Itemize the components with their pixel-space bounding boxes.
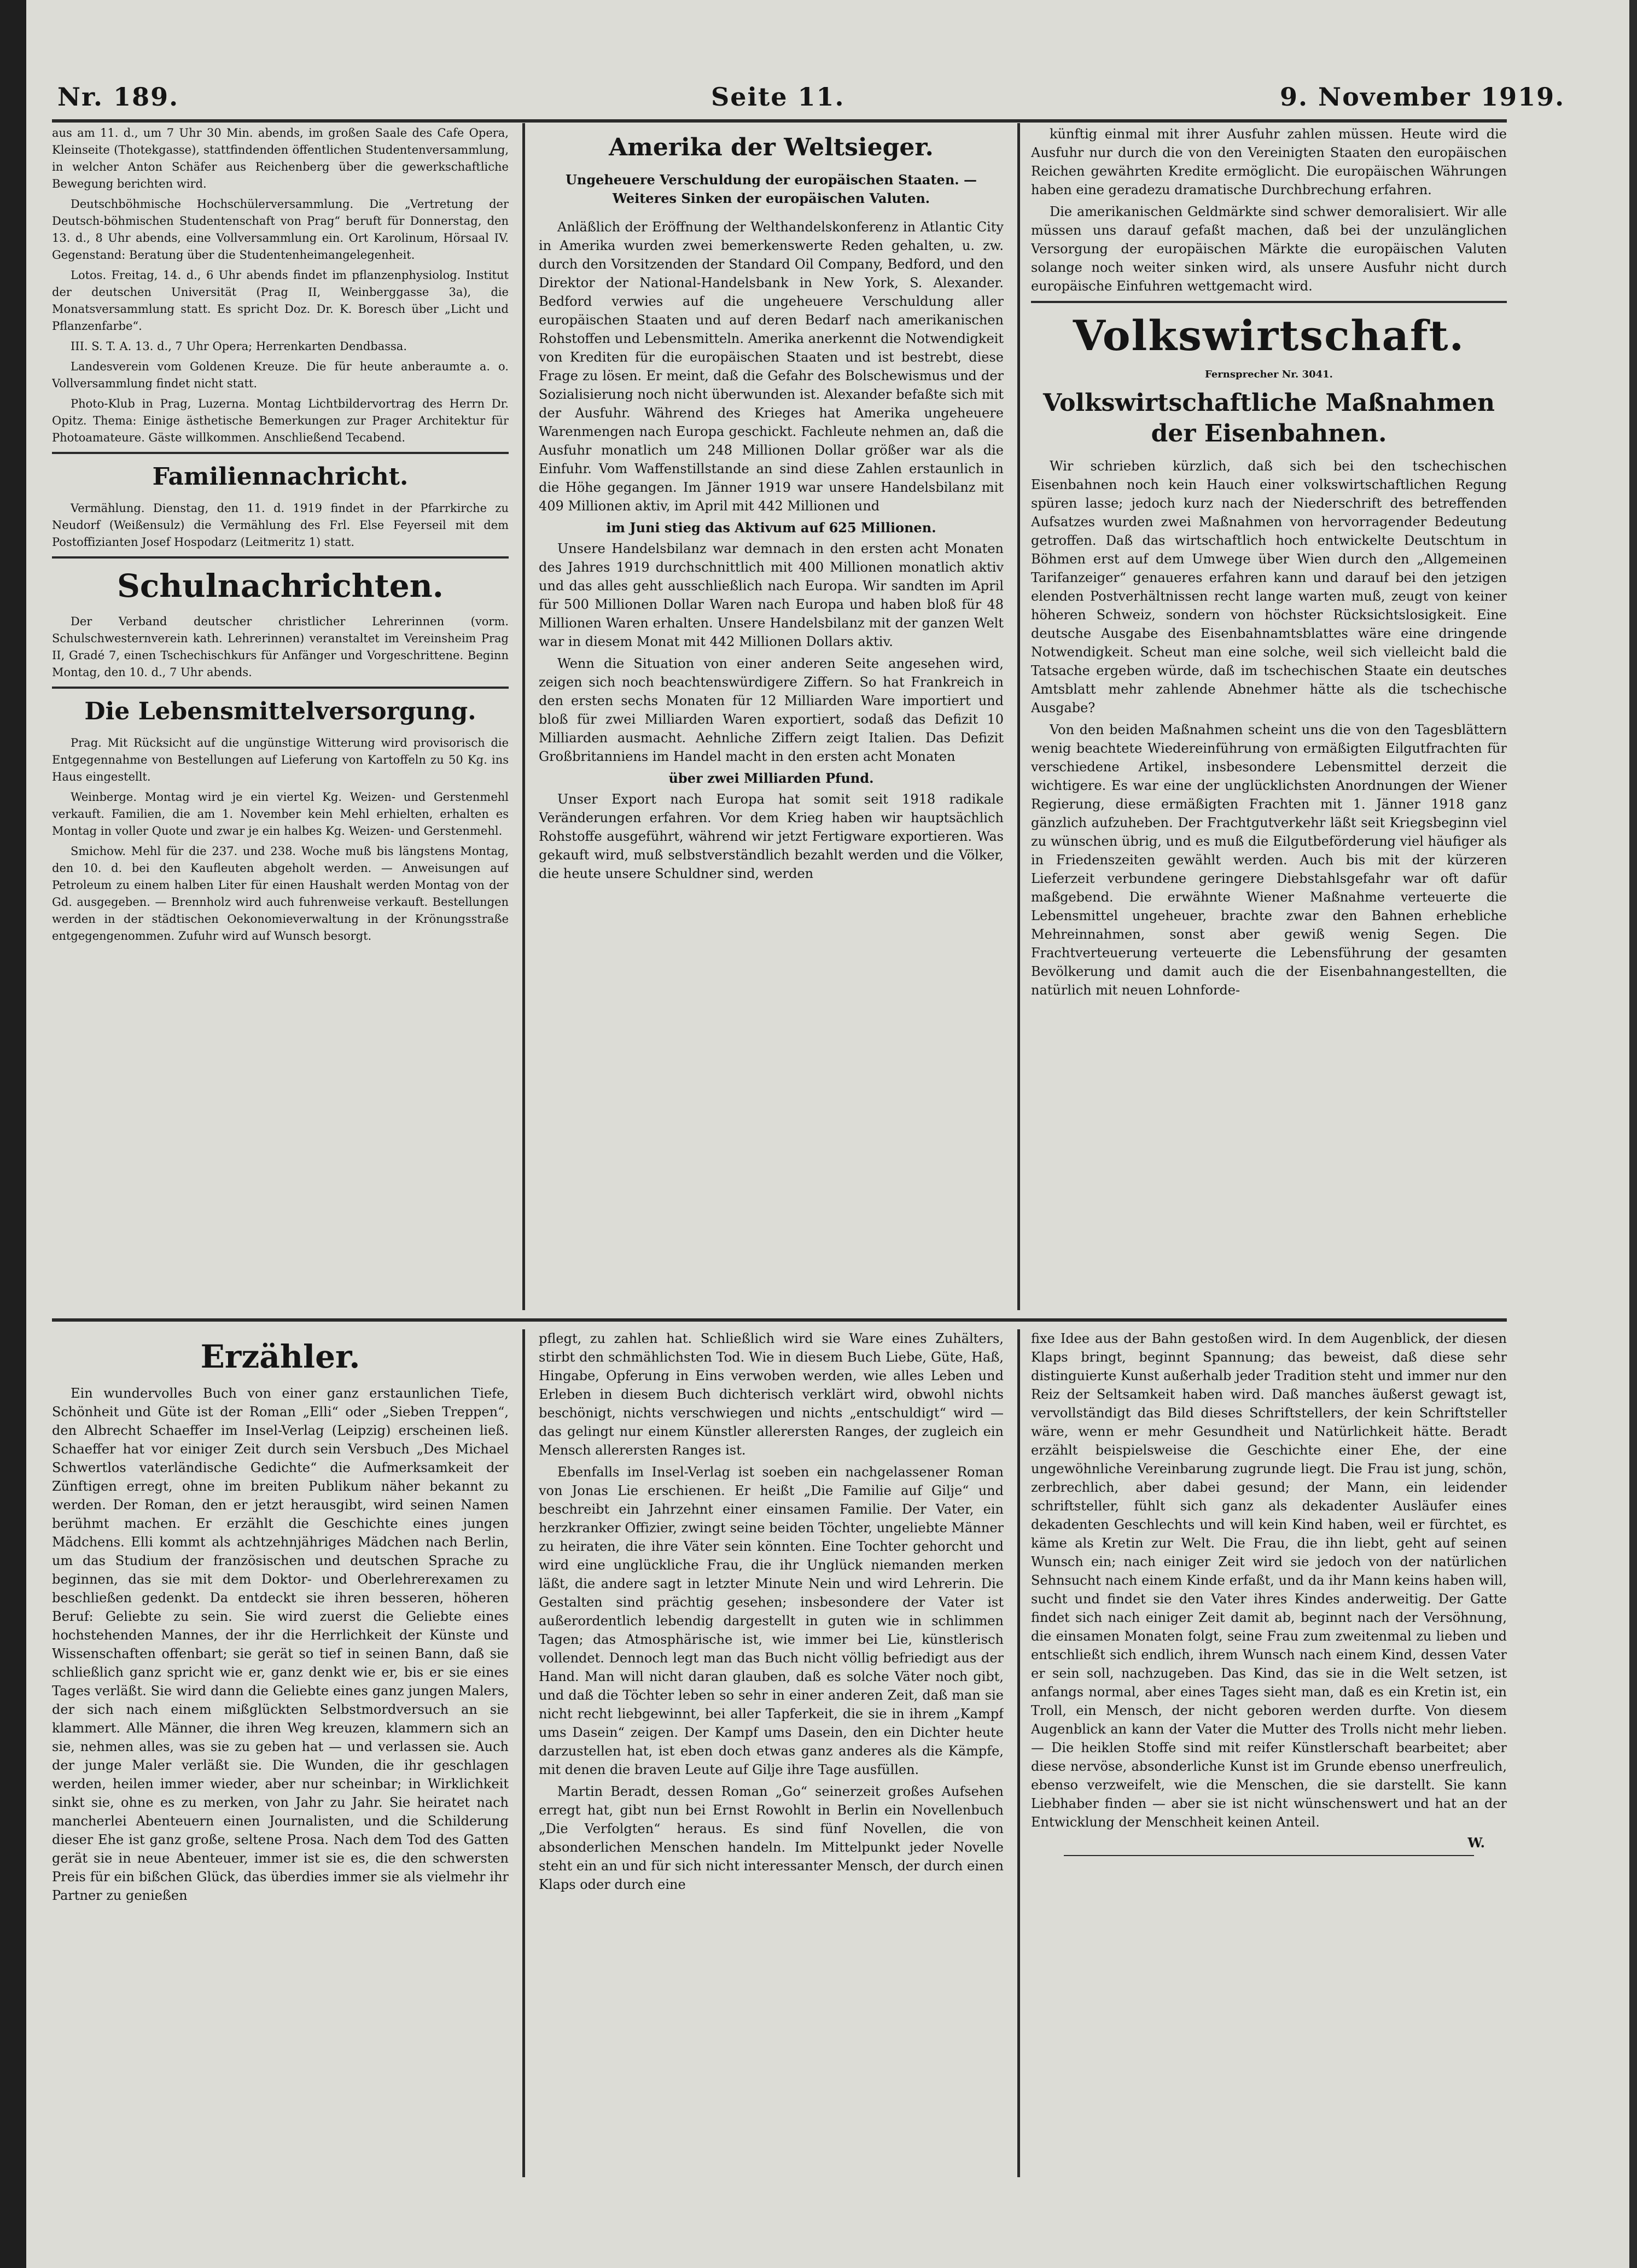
food-supply-prague: Prag. Mit Rücksicht auf die ungünstige Witterung wird provisorisch die Entgegennahme von Bestellungen auf Lieferung von Kartoffeln zu 50 Kg. ins Haus eingestellt. xyxy=(52,736,509,783)
scan-edge-left xyxy=(0,0,26,2268)
review-paragraph: Martin Beradt, dessen Roman „Go“ seinerzeit großes Aufsehen erregt hat, gibt nun bei Ernst Rowohlt in Berlin ein Novellenbuch „Die Verfolgten“ heraus. Es sind fünf Novellen, die von absonderlichen Menschen handeln. Im Mittelpunkt jeder Novelle steht ein an und für sich nicht interessanter Mensch, der durch einen Klaps oder durch eine xyxy=(539,1784,1004,1892)
column-local-news xyxy=(52,125,509,1306)
review-paragraph: pflegt, zu zahlen hat. Schließlich wird sie Ware eines Zuhälters, stirbt den schmählichsten Tod. Wie in diesem Buch Liebe, Güte, Haß, Hingabe, Opferung in Eins verwoben werden, wie alles Leben und Erleben in diesem Buch dichterisch verklärt wird, obwohl nichts beschönigt, nichts verschwiegen und nichts „entschuldigt“ wird — das gelingt nur einem Künstler allerersten Ranges, der zugleich ein Mensch allerersten Ranges ist. xyxy=(539,1331,1004,1458)
article-subtitle-america: Ungeheuere Verschuldung der europäischen Staaten. — Weiteres Sinken der europäischen Valuten. xyxy=(566,172,977,206)
notice-opera: III. S. T. A. 13. d., 7 Uhr Opera; Herrenkarten Dendbassa. xyxy=(71,340,407,353)
food-supply-heading: Die Lebensmittelversorgung. xyxy=(84,697,476,725)
end-rule xyxy=(1064,1855,1474,1856)
page-number: Seite 11. xyxy=(711,82,845,112)
scan-edge-right xyxy=(1629,0,1637,2268)
section-title-economy: Volkswirtschaft. xyxy=(1073,311,1465,360)
feuilleton-rule xyxy=(52,1318,1507,1322)
column-rule-1 xyxy=(522,123,525,1310)
notice-lotos: Lotos. Freitag, 14. d., 6 Uhr abends findet im pflanzenphysiolog. Institut der deutschen Universität (Prag II, Weinberggasse 3a), die Monatsversammlung statt. Es spricht Doz. Dr. K. Boresch über „Licht und Pflanzenfarbe“. xyxy=(52,269,509,333)
divider xyxy=(52,556,509,559)
review-column-2 xyxy=(539,1329,1004,2183)
article-paragraph: Unser Export nach Europa hat somit seit 1918 radikale Veränderungen erfahren. Vor dem Krieg haben wir hauptsächlich Rohstoffe ausgeführt, während wir jetzt Fertigware exportieren. Was gekauft wird, muß selbstverständlich bezahlt werden und die Völker, die heute unsere Schuldner sind, werden xyxy=(539,792,1004,881)
article-paragraph: Anläßlich der Eröffnung der Welthandelskonferenz in Atlantic City in Amerika wurden zwei bemerkenswerte Reden gehalten, u. zw. durch den Vorsitzenden der Standard Oil Company, Bedford, und den Direktor der National-Handelsbank in New York, S. Alexander. Bedford verwies auf die ungeheuere Verschuldung aller europäischen Staaten und auf deren Bedarf nach amerikanischen Rohstoffen und Lebensmitteln. Amerika anerkennt die Notwendigkeit von Krediten für die europäischen Staaten und ist bestrebt, diese Frage zu lösen. Er meint, daß die Gefahr des Bolschewismus und der Sozialisierung noch nicht überwunden ist. Alexander befaßte sich mit der Ausfuhr. Während des Krieges hat Amerika ungeheuere Warenmengen nach Europa geschickt. Fachleute nehmen an, daß die Ausfuhr monatlich um 248 Millionen Dollar größer war als die Einfuhr. Vom Waffenstillstande an sind diese Zahlen erstaunlich in die Höhe gegangen. Im Jänner 1919 war unsere Handelsbilanz mit 409 Millionen aktiv, im April mit 442 Millionen und xyxy=(539,219,1004,514)
issue-date: 9. November 1919. xyxy=(1280,82,1565,112)
family-news-text: Vermählung. Dienstag, den 11. d. 1919 findet in der Pfarrkirche zu Neudorf (Weißensulz) die Vermählung des Frl. Else Feyerseil mit dem Postoffizianten Josef Hospodarz (Leitmeritz 1) statt. xyxy=(52,502,509,549)
school-news-heading: Schulnachrichten. xyxy=(117,567,444,604)
food-supply-weinberge: Weinberge. Montag wird je ein viertel Kg. Weizen- und Gerstenmehl verkauft. Familien, die am 1. November kein Mehl erhielten, erhalten es Montag in voller Quote und zwar je ein halbes Kg. Weizen- und Gerstenmehl. xyxy=(52,790,509,838)
review-column-3 xyxy=(1031,1329,1507,2183)
school-news-text: Der Verband deutscher christlicher Lehrerinnen (vorm. Schulschwesternverein kath. Lehrerinnen) veranstaltet im Vereinsheim Prag II, Gradé 7, einen Tschechischkurs für Anfänger und Vorgeschrittene. Beginn Montag, den 10. d., 7 Uhr abends. xyxy=(52,615,509,679)
issue-number: Nr. 189. xyxy=(57,82,179,112)
column-economy xyxy=(1031,125,1507,1306)
review-signature: W. xyxy=(1467,1835,1485,1851)
divider xyxy=(52,687,509,689)
article-paragraph: Wir schrieben kürzlich, daß sich bei den tschechischen Eisenbahnen noch kein Hauch einer volkswirtschaftlichen Regung spüren lasse; jedoch kurz nach der Niederschrift des betreffenden Aufsatzes wurden zwei Maßnahmen von hervorragender Bedeutung getroffen. Daß das wirtschaftlich hoch entwickelte Deutschtum in Böhmen erst auf dem Umwege über Wien durch den „Allgemeinen Tarifanzeiger“ genaueres erfahren kann und darauf bei den jetzigen elenden Postverhältnissen recht lange warten muß, zeugt von keiner höheren Schweiz, sondern von höchster Rücksichtslosigkeit. Eine deutsche Ausgabe des Eisenbahnamtsblattes wäre eine dringende Notwendigkeit. Scheut man eine solche, weil sich vielleicht bald die Tatsache ergeben würde, daß im tschechischen Staate ein deutsches Amtsblatt mehr zahlende Abnehmer hätte als die tschechische Ausgabe? xyxy=(1031,458,1507,716)
header-rule xyxy=(52,119,1507,123)
article-paragraph: künftig einmal mit ihrer Ausfuhr zahlen müssen. Heute wird die Ausfuhr nur durch die von den Vereinigten Staaten den europäischen Reichen gewährten Kredite ermöglicht. Die europäischen Währungen haben eine geradezu dramatische Durchbrechung erfahren. xyxy=(1031,126,1507,197)
column-rule-2 xyxy=(1017,123,1020,1310)
review-paragraph: fixe Idee aus der Bahn gestoßen wird. In dem Augenblick, der diesen Klaps bringt, beginnt Spannung; das beweist, daß diese sehr distinguierte Kunst außerhalb jeder Tradition steht und immer nur den Reiz der Seltsamkeit haben wird. Daß manches äußerst gewagt ist, vervollständigt das Bild dieses Schriftstellers, der kein Schriftsteller wäre, wenn er mehr Gesundheit und Natürlichkeit hätte. Beradt erzählt beispielsweise die Geschichte einer Ehe, der eine ungewöhnliche Vereinbarung zugrunde liegt. Die Frau ist jung, schön, zerbrechlich, aber dabei gesund; der Mann, ein leidender schriftsteller, fühlt sich ganz als dekadenter Ausläufer eines dekadenten Geschlechts und will kein Kind haben, weil er fürchtet, es käme als Kretin zur Welt. Die Frau, die ihn liebt, geht auf seinen Wunsch ein; nach einiger Zeit wird sie jedoch von der natürlichen Sehnsucht nach einem Kinde erfaßt, und da ihr Mann keins haben will, sucht und findet sie den Vater ihres Kindes anderweitig. Der Gatte findet sich nach einiger Zeit damit ab, beginnt nach der Versöhnung, die einsamen Monaten folgt, seine Frau zum zweitenmal zu lieben und entschließt sich endlich, ihrem Wunsch nach einem Kind, dessen Vater er sein soll, nachzugeben. Das Kind, das sie in die Welt setzen, ist anfangs normal, aber eines Tages sieht man, daß es ein Kretin ist, ein Troll, ein Mensch, der nicht geboren werden durfte. Von diesem Augenblick an kann der Vater die Mutter des Trolls nicht mehr lieben. — Die heiklen Stoffe sind mit reifer Künstlerschaft bearbeitet; aber diese nervöse, absonderliche Kunst ist im Grunde ebenso unerfreulich, ebenso verzweifelt, wie die Menschen, die sie darstellt. Sie kann Liebhaber finden — aber sie ist nicht wünschenswert und hat an der Entwicklung der Menschheit keinen Anteil. xyxy=(1031,1331,1507,1830)
food-supply-smichow: Smichow. Mehl für die 237. und 238. Woche muß bis längstens Montag, den 10. d. bei den Kaufleuten abgeholt werden. — Anweisungen auf Petroleum zu einem halben Liter für einen Haushalt werden Montag von der Gd. ausgegeben. — Brennholz wird auch fuhrenweise verkauft. Bestellungen werden in der städtischen Oekonomieverwaltung in der Krönungsstraße entgegengenommen. Zufuhr wird auf Wunsch besorgt. xyxy=(52,845,509,943)
article-emphasis: über zwei Milliarden Pfund. xyxy=(668,770,874,786)
article-emphasis: im Juni stieg das Aktivum auf 625 Millionen. xyxy=(606,520,936,536)
notice-red-cross: Landesverein vom Goldenen Kreuze. Die für heute anberaumte a. o. Vollversammlung findet nicht statt. xyxy=(52,360,509,390)
family-news-heading: Familiennachricht. xyxy=(152,463,409,491)
article-paragraph: Unsere Handelsbilanz war demnach in den ersten acht Monaten des Jahres 1919 durchschnittlich mit 400 Millionen monatlich aktiv und das alles geht ausschließlich nach Europa. Wir sandten im April für 500 Millionen Dollar Waren nach Europa und haben bloß für 48 Millionen Waren erhalten. Unsere Handelsbilanz mit der ganzen Welt war in diesem Monat mit 442 Millionen Dollars aktiv. xyxy=(539,541,1004,649)
divider xyxy=(52,452,509,454)
notice-student-meeting: aus am 11. d., um 7 Uhr 30 Min. abends, im großen Saale des Cafe Opera, Kleinseite (Thotekgasse), stattfindenden öffentlichen Studentenversammlung, in welcher Anton Schäfer aus Reichenberg über die gewerkschaftliche Bewegung berichten wird. xyxy=(52,126,509,190)
divider xyxy=(1031,301,1507,303)
notice-photo-club: Photo-Klub in Prag, Luzerna. Montag Lichtbildervortrag des Herrn Dr. Opitz. Thema: Einige ästhetische Bemerkungen zur Prager Architektur für Photoamateure. Gäste willkommen. Anschließend Tecabend. xyxy=(52,397,509,444)
column-rule-4 xyxy=(1017,1329,1020,2177)
column-rule-3 xyxy=(522,1329,525,2177)
review-column-1 xyxy=(52,1329,509,2183)
article-paragraph: Die amerikanischen Geldmärkte sind schwer demoralisiert. Wir alle müssen uns darauf gefaßt machen, daß bei der unzulänglichen Versorgung der europäischen Märkte die europäischen Valuten solange noch weiter sinken wird, als unsere Ausfuhr nicht durch europäische Einfuhren wettgemacht wird. xyxy=(1031,204,1507,294)
article-title-america: Amerika der Weltsieger. xyxy=(609,133,934,161)
article-paragraph: Von den beiden Maßnahmen scheint uns die von den Tagesblättern wenig beachtete Wiedereinführung von ermäßigten Eilgutfrachten für verschiedene Artikel, insbesondere Lebensmittel derzeit die wichtigere. Es war eine der unglücklichsten Anordnungen der Wiener Regierung, diese ermäßigten Frachten mit 1. Jänner 1918 ganz gänzlich aufzuheben. Der Frachtgutverkehr läßt seit Kriegsbeginn viel zu wünschen übrig, und es muß die Eilgutbeförderung viel häufiger als in Friedenszeiten gewählt werden. Auch bis mit der kürzeren Lieferzeit verbundene geringere Diebstahlsgefahr war oft dafür maßgebend. Die erwähnte Wiener Maßnahme verteuerte die Lebensmittel ungeheuer, brachte zwar den Bahnen erhebliche Mehreinnahmen, sonst aber gewiß wenig Segen. Die Frachtverteuerung verteuerte die Lebensführung der gesamten Bevölkerung und damit auch die der Eisenbahnangestellten, die natürlich mit neuen Lohnforde- xyxy=(1031,722,1507,998)
review-paragraph: Ebenfalls im Insel-Verlag ist soeben ein nachgelassener Roman von Jonas Lie erschienen. Er heißt „Die Familie auf Gilje“ und beschreibt ein Jahrzehnt einer einsamen Familie. Der Vater, ein herzkranker Offizier, zwingt seine beiden Töchter, ungeliebte Männer zu heiraten, die ihre Väter sein könnten. Eine Tochter gehorcht und wird eine unglückliche Frau, die ihr Unglück niemanden merken läßt, die andere sagt in letzter Minute Nein und wird Lehrerin. Die Gestalten sind prächtig gesehen; insbesondere der Vater ist außerordentlich lebendig dargestellt in guten wie in schlimmen Tagen; das Atmosphärische ist, wie immer bei Lie, künstlerisch vollendet. Dennoch legt man das Buch nicht völlig befriedigt aus der Hand. Man will nicht daran glauben, daß es solche Väter noch gibt, und daß die Töchter leben so sehr in einer anderen Zeit, daß man sie nicht recht liebgewinnt, bei aller Tapferkeit, die sie in ihrem „Kampf ums Dasein“ zeigen. Der Kampf ums Dasein, den ein Dichter heute darzustellen hat, ist eben doch etwas ganz anderes als die Kämpfe, mit denen die braven Leute auf Gilje ihre Tage ausfüllen. xyxy=(539,1464,1004,1777)
column-america-article xyxy=(539,125,1004,1306)
review-paragraph: Ein wundervolles Buch von einer ganz erstaunlichen Tiefe, Schönheit und Güte ist der Roman „Elli“ oder „Sieben Treppen“, den Albrecht Schaeffer im Insel-Verlag (Leipzig) erscheinen ließ. Schaeffer hat vor einiger Zeit durch sein Versbuch „Des Michael Schwertlos vaterländische Gedichte“ die Aufmerksamkeit der Zünftigen erregt, ohne im breiten Publikum näher bekannt zu werden. Der Roman, den er jetzt herausgibt, wird seinen Namen berühmt machen. Er erzählt die Geschichte eines jungen Mädchens. Elli kommt als achtzehnjähriges Mädchen nach Berlin, um das Studium der französischen und deutschen Sprache zu beginnen, das sie mit dem Doktor- und Oberlehrerexamen zu beschließen gedenkt. Da entdeckt sie ihren besseren, höheren Beruf: Geliebte zu sein. Sie wird zuerst die Geliebte eines hochstehenden Mannes, der ihr die Herrlichkeit der Künste und Wissenschaften offenbart; sie gerät so tief in seinen Bann, daß sie schließlich ganz spricht wie er, ganz denkt wie er, bis er sie eines Tages verläßt. Sie wird dann die Geliebte eines ganz jungen Malers, der sich nach einem mißglückten Selbstmordversuch an sie klammert. Alle Männer, die ihren Weg kreuzen, klammern sich an sie, nehmen alles, was sie zu geben hat — und verlassen sie. Auch der junge Maler verläßt sie. Die Wunden, die ihr geschlagen werden, heilen immer wieder, aber nur scheinbar; in Wirklichkeit sinkt sie, ohne es zu merken, von Jahr zu Jahr. Sie heiratet nach mancherlei Abenteuern einen Journalisten, und die Schilderung dieser Ehe ist ganz große, seltene Prosa. Nach dem Tod des Gatten gerät sie in neue Abenteuer, immer ist sie es, die den schwersten Preis für ein bißchen Glück, das überdies immer sie als vielmehr ihr Partner zu genießen xyxy=(52,1386,509,1903)
article-paragraph: Wenn die Situation von einer anderen Seite angesehen wird, zeigen sich noch beachtenswürdigere Ziffern. So hat Frankreich in den ersten sechs Monaten für 12 Milliarden Ware importiert und bloß für zwei Milliarden Waren exportiert, sodaß das Defizit 10 Milliarden ausmacht. Aehnliche Ziffern zeigt Italien. Das Defizit Großbritanniens im Handel macht in den ersten acht Monaten xyxy=(539,656,1004,764)
notice-student-assembly: Deutschböhmische Hochschülerversammlung. Die „Vertretung der Deutsch-böhmischen Studentenschaft von Prag“ beruft für Donnerstag, den 13. d., 8 Uhr abends, eine Vollversammlung ein. Ort Karolinum, Hörsaal IV. Gegenstand: Beratung über die Studentenheimangelegenheit. xyxy=(52,197,509,261)
article-title-railways: Volkswirtschaftliche Maßnahmen der Eisenbahnen. xyxy=(1042,389,1495,447)
review-title: Erzähler. xyxy=(200,1338,360,1375)
section-phone: Fernsprecher Nr. 3041. xyxy=(1205,369,1333,380)
